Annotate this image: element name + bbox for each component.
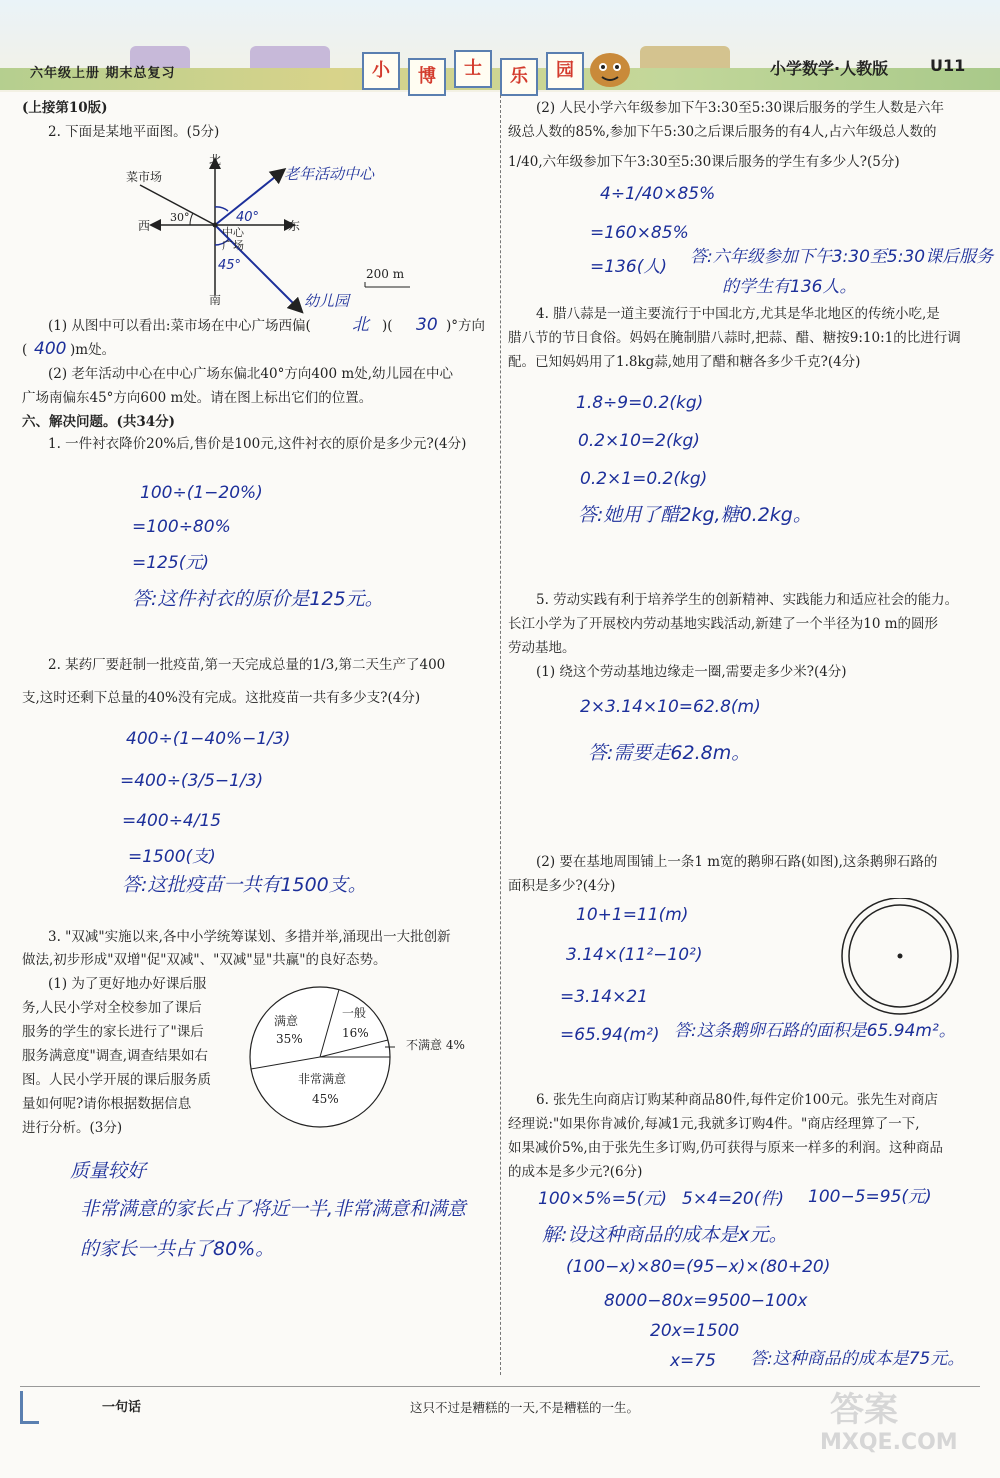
r4-line2: 腊八节的节日食俗。妈妈在腌制腊八蒜时,把蒜、醋、糖按9:10:1的比进行调	[508, 330, 961, 346]
hw-p3-line: 质量较好	[70, 1160, 147, 1182]
q2-1-e: )m处。	[70, 342, 116, 358]
pie-label-very-satisfied: 非常满意	[298, 1072, 347, 1086]
hw-r4-answer: 答:她用了醋2kg,糖0.2kg。	[578, 504, 812, 526]
hw-r5-2-line: =65.94(m²)	[560, 1025, 660, 1045]
hw-p1-answer: 答:这件衬衣的原价是125元。	[132, 588, 384, 610]
hw-r6-line: 5×4=20(件)	[682, 1189, 785, 1209]
r4-line1: 4. 腊八蒜是一道主要流行于中国北方,尤其是华北地区的传统小吃,是	[536, 306, 940, 322]
r6-line2: 经理说:"如果你肯减价,每减1元,我就多订购4件。"商店经理算了一下,	[508, 1116, 920, 1132]
q2-1-a: (1) 从图中可以看出:菜市场在中心广场西偏(	[48, 318, 311, 334]
problem-3-line2: 做法,初步形成"双增"促"双减"、"双减"显"共赢"的良好态势。	[22, 952, 387, 968]
map-angle-30: 30°	[170, 211, 190, 224]
p3-1-line: 量如何呢?请你根据数据信息	[22, 1096, 192, 1112]
r5-line2: 长江小学为了开展校内劳动基地实践活动,新建了一个半径为10 m的圆形	[508, 616, 939, 632]
hw-angle-40: 40°	[236, 210, 260, 225]
r2-line2: 级总人数的85%,参加下午5:30之后课后服务的有4人,占六年级总人数的	[508, 124, 937, 140]
hw-r4-line: 0.2×10=2(kg)	[578, 431, 700, 451]
q2-1-b: )(	[382, 318, 393, 334]
hw-p2-line: 400÷(1−40%−1/3)	[126, 729, 291, 749]
hw-r5-1-line: 2×3.14×10=62.8(m)	[580, 697, 761, 717]
section-6-title: 六、解决问题。(共34分)	[22, 414, 176, 430]
hw-p1-line: =125(元)	[132, 553, 209, 573]
map-scale: 200 m	[366, 267, 405, 281]
hw-angle-45: 45°	[218, 258, 242, 273]
r5-2-line2: 面积是多少?(4分)	[508, 878, 616, 894]
problem-2-line2: 支,这时还剩下总量的40%没有完成。这批疫苗一共有多少支?(4分)	[22, 690, 421, 706]
p3-1-line: 进行分析。(3分)	[22, 1120, 123, 1136]
q2-2-line1: (2) 老年活动中心在中心广场东偏北40°方向400 m处,幼儿园在中心	[48, 366, 453, 382]
title-char: 小	[362, 52, 400, 90]
hw-p3-line: 的家长一共占了80%。	[80, 1238, 275, 1260]
r2-line1: (2) 人民小学六年级参加下午3:30至5:30课后服务的学生人数是六年	[536, 100, 945, 116]
pie-label-satisfied: 满意	[274, 1014, 299, 1028]
watermark-text: 答案	[830, 1390, 898, 1430]
r5-line3: 劳动基地。	[508, 640, 576, 656]
hw-r6-line: 100×5%=5(元)	[538, 1189, 667, 1209]
problem-2-line1: 2. 某药厂要赶制一批疫苗,第一天完成总量的1/3,第二天生产了400	[48, 657, 446, 673]
hw-r2-line: =136(人)	[590, 257, 667, 277]
hw-r6-line: 解:设这种商品的成本是x元。	[542, 1224, 788, 1246]
hw-p1-line: =100÷80%	[132, 517, 231, 537]
hw-r6-line: x=75	[670, 1351, 716, 1371]
hw-answer-400: 400	[34, 339, 67, 359]
page-number: U11	[930, 56, 966, 75]
r5-line1: 5. 劳动实践有利于培养学生的创新精神、实践能力和适应社会的能力。	[536, 592, 959, 608]
r2-line3: 1/40,六年级参加下午3:30至5:30课后服务的学生有多少人?(5分)	[508, 154, 900, 170]
hw-answer-north: 北	[352, 315, 369, 335]
footer-label: 一句话	[102, 1400, 142, 1415]
watermark-logo	[820, 1390, 990, 1470]
r6-line3: 如果减价5%,由于张先生多订购,仍可获得与原来一样多的利润。这种商品	[508, 1140, 943, 1156]
hw-r6-line: 100−5=95(元)	[808, 1187, 932, 1207]
r6-line4: 的成本是多少元?(6分)	[508, 1164, 643, 1180]
title-char: 博	[408, 58, 446, 96]
problem-3-line1: 3. "双减"实施以来,各中小学统筹谋划、多措并举,涌现出一大批创新	[48, 929, 451, 945]
title-char: 士	[454, 50, 492, 88]
p3-1-line: 务,人民小学对全校参加了课后	[22, 1000, 202, 1016]
r5-2-line1: (2) 要在基地周围铺上一条1 m宽的鹅卵石路(如图),这条鹅卵石路的	[536, 854, 938, 870]
hw-kindergarten: 幼儿园	[304, 292, 350, 310]
q2-2-line2: 广场南偏东45°方向600 m处。请在图上标出它们的位置。	[22, 390, 373, 406]
hw-r2-line: 4÷1/40×85%	[600, 184, 716, 204]
continued-note: (上接第10版)	[22, 100, 108, 116]
hw-r6-line: (100−x)×80=(95−x)×(80+20)	[566, 1257, 831, 1277]
hw-r5-2-line: =3.14×21	[560, 987, 648, 1007]
hw-p2-line: =400÷4/15	[122, 811, 222, 831]
r5-1: (1) 绕这个劳动基地边缘走一圈,需要走多少米?(4分)	[536, 664, 847, 680]
map-west: 西	[138, 219, 151, 233]
r6-line1: 6. 张先生向商店订购某种商品80件,每件定价100元。张先生对商店	[536, 1092, 938, 1108]
mascot-icon	[585, 44, 635, 90]
hw-r6-line: 20x=1500	[650, 1321, 740, 1341]
map-center: 中心广场	[222, 226, 244, 252]
pie-value-satisfied: 35%	[276, 1032, 303, 1046]
hw-p2-line: =400÷(3/5−1/3)	[120, 771, 264, 791]
hw-r5-1-answer: 答:需要走62.8m。	[588, 742, 751, 764]
hw-r6-answer: 答:这种商品的成本是75元。	[750, 1349, 965, 1369]
question-2-title: 2. 下面是某地平面图。(5分)	[48, 124, 220, 140]
q2-1-d: (	[22, 342, 28, 358]
hw-answer-30: 30	[416, 315, 438, 335]
map-south: 南	[209, 293, 222, 307]
hw-r2-answer: 的学生有136人。	[722, 277, 857, 297]
grade-label: 六年级上册 期末总复习	[30, 66, 176, 81]
pebble-path-diagram	[838, 898, 962, 1016]
hw-r2-answer: 答:六年级参加下午3:30至5:30课后服务	[690, 247, 994, 267]
watermark-url: MXQE.COM	[820, 1430, 958, 1455]
pie-value-very-satisfied: 45%	[312, 1092, 339, 1106]
map-north: 北	[209, 153, 222, 167]
subject-label: 小学数学·人教版	[770, 59, 889, 78]
pie-label-average: 一般	[342, 1006, 367, 1020]
hw-p2-line: =1500(支)	[128, 847, 216, 867]
hw-p2-answer: 答:这批疫苗一共有1500支。	[122, 874, 367, 896]
satisfaction-pie	[245, 985, 395, 1135]
pie-label-unsatisfied: 不满意 4%	[406, 1038, 465, 1052]
r4-line3: 配。已知妈妈用了1.8kg蒜,她用了醋和糖各多少千克?(4分)	[508, 354, 861, 370]
p3-1-line: 服务的学生的家长进行了"课后	[22, 1024, 204, 1040]
hw-elder-center: 老年活动中心	[284, 165, 375, 183]
hw-r5-2-line: 10+1=11(m)	[576, 905, 689, 925]
p3-1-line: (1) 为了更好地办好课后服	[48, 976, 207, 992]
title-char: 园	[546, 52, 584, 90]
hw-r5-2-line: 3.14×(11²−10²)	[566, 945, 703, 965]
map-market: 菜市场	[126, 170, 163, 184]
hw-r4-line: 1.8÷9=0.2(kg)	[576, 393, 704, 413]
footer-quote: 这只不过是糟糕的一天,不是糟糕的一生。	[410, 1400, 639, 1415]
q2-1-c: )°方向	[446, 318, 486, 334]
p3-1-line: 服务满意度"调查,调查结果如右	[22, 1048, 209, 1064]
problem-1: 1. 一件衬衣降价20%后,售价是100元,这件衬衣的原价是多少元?(4分)	[48, 436, 467, 452]
hw-p3-line: 非常满意的家长占了将近一半,非常满意和满意	[80, 1198, 467, 1220]
map-east: 东	[288, 219, 301, 233]
column-divider	[500, 95, 501, 1375]
hw-r5-2-answer: 答:这条鹅卵石路的面积是65.94m²。	[674, 1021, 956, 1041]
pie-value-average: 16%	[342, 1026, 369, 1040]
hw-p1-line: 100÷(1−20%)	[140, 483, 263, 503]
p3-1-line: 图。人民小学开展的课后服务质	[22, 1072, 211, 1088]
hw-r2-line: =160×85%	[590, 223, 689, 243]
hw-r4-line: 0.2×1=0.2(kg)	[580, 469, 708, 489]
hw-r6-line: 8000−80x=9500−100x	[604, 1291, 808, 1311]
title-char: 乐	[500, 58, 538, 96]
